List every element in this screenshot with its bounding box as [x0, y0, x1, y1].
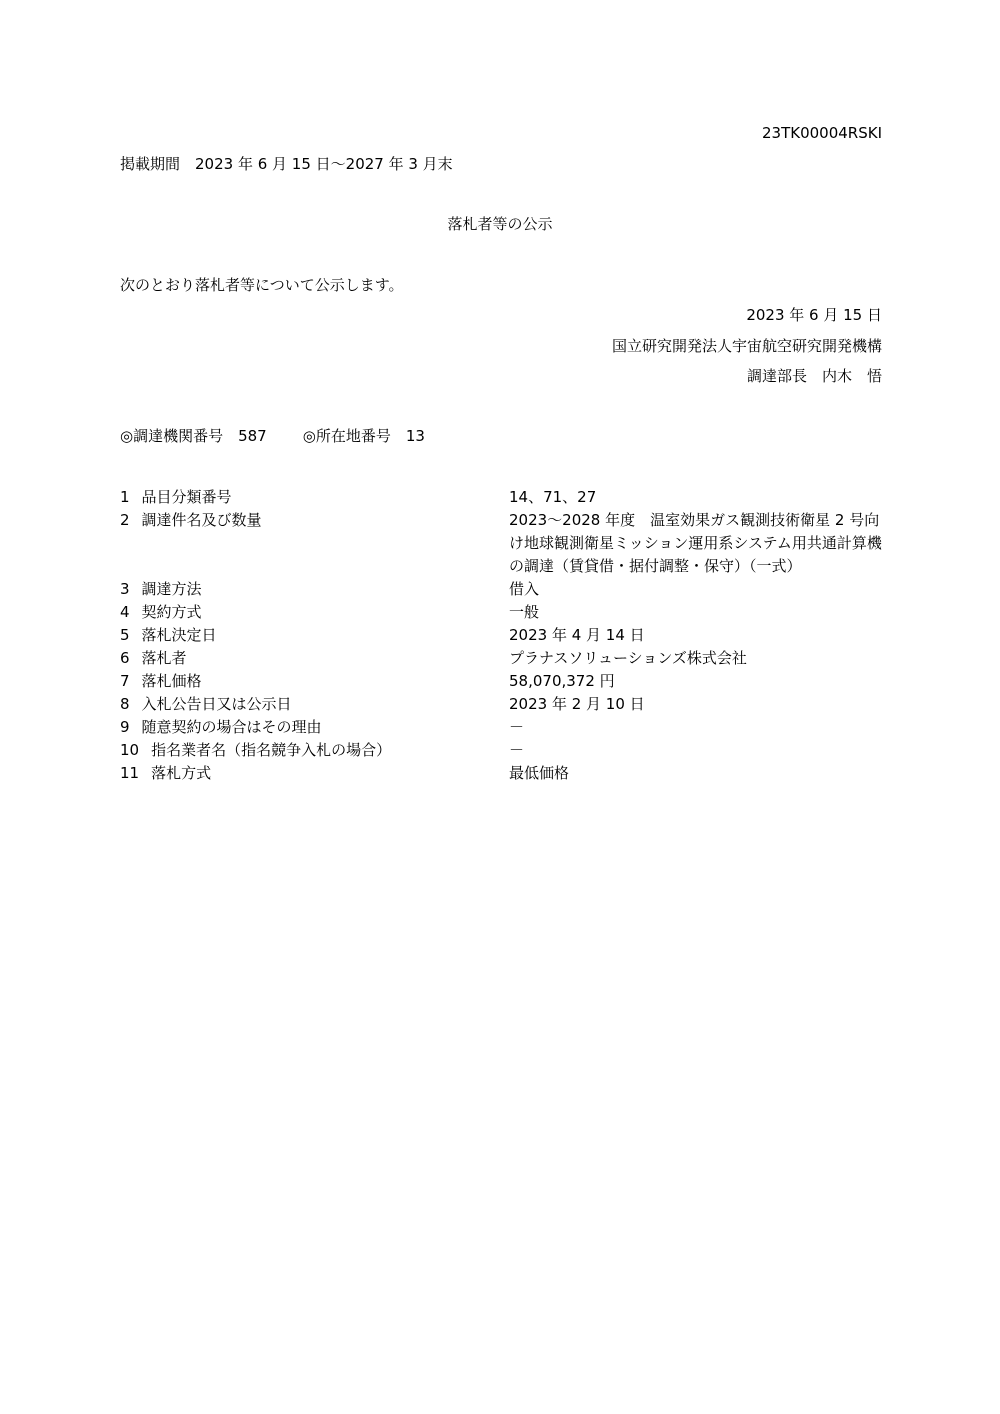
item-label: 調達件名及び数量 — [141, 511, 262, 529]
item-value: プラナスソリューションズ株式会社 — [509, 649, 747, 667]
item-value: － — [509, 741, 525, 759]
item-row — [120, 762, 882, 785]
item-label: 落札方式 — [151, 764, 212, 782]
procurement-agency-code: ◎調達機関番号 587 — [120, 427, 267, 445]
item-label: 品目分類番号 — [141, 488, 232, 506]
item-row — [120, 486, 882, 509]
item-heading — [120, 624, 509, 647]
item-value: － — [509, 718, 525, 736]
item-number: 5 — [120, 626, 130, 644]
item-label: 落札者 — [141, 649, 187, 667]
organization-name: 国立研究開発法人宇宙航空研究開発機構 — [611, 337, 882, 355]
item-row — [120, 509, 882, 578]
item-heading — [120, 647, 509, 670]
item-row — [120, 693, 882, 716]
item-label: 調達方法 — [141, 580, 202, 598]
item-label: 随意契約の場合はその理由 — [141, 718, 322, 736]
location-code: ◎所在地番号 13 — [302, 427, 425, 445]
item-row — [120, 578, 882, 601]
item-number: 6 — [120, 649, 130, 667]
item-number: 8 — [120, 695, 130, 713]
item-label: 入札公告日又は公示日 — [141, 695, 292, 713]
item-label: 落札価格 — [141, 672, 202, 690]
item-heading — [120, 509, 509, 532]
item-value: 借入 — [509, 580, 540, 598]
item-heading — [120, 693, 509, 716]
item-heading — [120, 762, 509, 785]
item-number: 11 — [120, 764, 140, 782]
notice-date: 2023 年 6 月 15 日 — [746, 306, 882, 324]
item-heading — [120, 486, 509, 509]
posting-period: 掲載期間 2023 年 6 月 15 日～2027 年 3 月末 — [120, 155, 453, 173]
items-list — [120, 486, 882, 785]
item-heading — [120, 578, 509, 601]
item-heading — [120, 601, 509, 624]
item-row — [120, 739, 882, 762]
item-number: 9 — [120, 718, 130, 736]
item-number: 7 — [120, 672, 130, 690]
item-value: 2023 年 4 月 14 日 — [509, 626, 645, 644]
item-row — [120, 647, 882, 670]
item-number: 10 — [120, 741, 140, 759]
item-label: 落札決定日 — [141, 626, 217, 644]
item-number: 1 — [120, 488, 130, 506]
item-heading — [120, 716, 509, 739]
intro-text: 次のとおり落札者等について公示します。 — [120, 276, 404, 294]
item-value: 58,070,372 円 — [509, 672, 615, 690]
item-row — [120, 601, 882, 624]
item-number: 3 — [120, 580, 130, 598]
item-value: 一般 — [509, 603, 540, 621]
item-value: 最低価格 — [509, 764, 570, 782]
document-number: 23TK00004RSKI — [761, 124, 882, 142]
document-title: 落札者等の公示 — [447, 215, 553, 233]
item-number: 2 — [120, 511, 130, 529]
item-value: 2023 年 2 月 10 日 — [509, 695, 645, 713]
officer-name: 調達部長 内木 悟 — [746, 367, 882, 385]
item-heading — [120, 670, 509, 693]
item-row — [120, 670, 882, 693]
item-label: 契約方式 — [141, 603, 202, 621]
item-row — [120, 716, 882, 739]
item-label: 指名業者名（指名競争入札の場合） — [151, 741, 392, 759]
item-value: 14、71、27 — [509, 488, 597, 506]
item-number: 4 — [120, 603, 130, 621]
codes-line — [120, 429, 425, 444]
item-heading — [120, 739, 509, 762]
item-row — [120, 624, 882, 647]
item-value: 2023～2028 年度 温室効果ガス観測技術衛星 2 号向け地球観測衛星ミッション運用系システム用共通計算機の調達（賃貸借・据付調整・保守）（一式） — [509, 511, 882, 575]
